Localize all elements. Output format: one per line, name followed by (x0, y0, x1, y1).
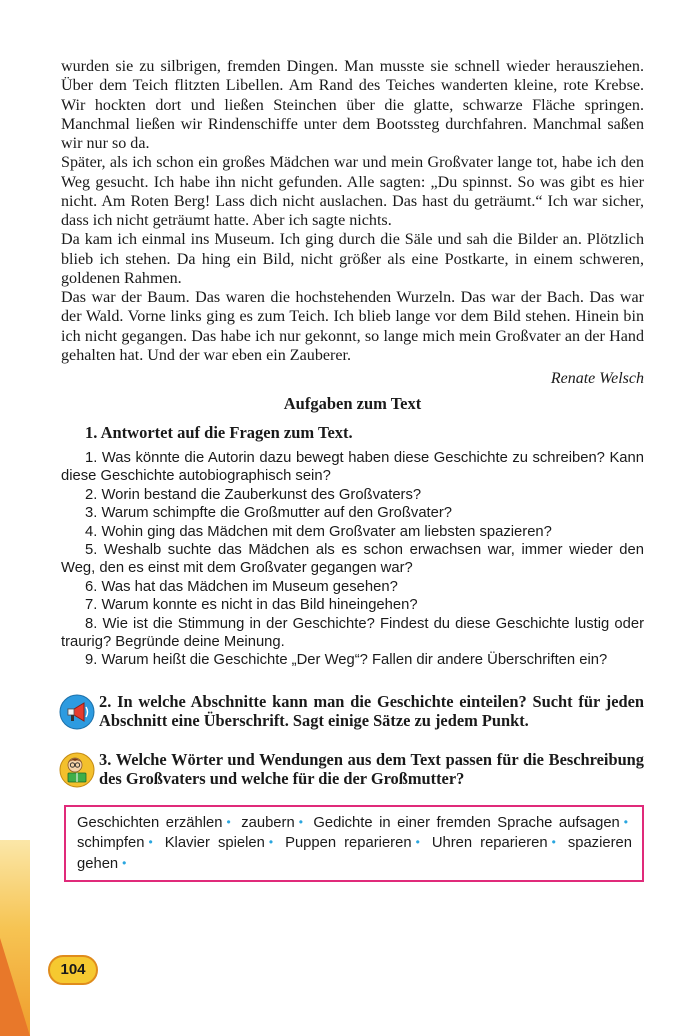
page-number: 104 (48, 955, 98, 985)
bullet-dot: • (268, 835, 274, 850)
megaphone-icon (59, 694, 95, 730)
task1-title: 1. Antwortet auf die Fragen zum Text. (85, 423, 353, 442)
story-paragraph: wurden sie zu silbrigen, fremden Dingen. Man musste sie schnell wieder herausziehen. Über dem Teich flitzten Libellen. Am Rand des Teiches wanderten kleine, rote Krebse. Wir hockten dort und ließen Steinchen über die glatte, schwarze Fläche springen. Manchmal ließen wir Rindenschiffe unter dem Bootssteg durchfahren. Manchmal saßen wir nur so da. (61, 58, 644, 152)
word-item: spazieren gehen (77, 835, 632, 872)
bullet-dot: • (148, 835, 153, 850)
question-item: 9. Warum heißt die Geschichte „Der Weg“? Fallen dir andere Überschriften ein? (85, 652, 608, 669)
word-box (64, 805, 644, 882)
story-paragraph: Später, als ich schon ein großes Mädchen war und mein Großvater lange tot, habe ich den Weg gesucht. Ich habe ihn nicht gefunden. Alle sagten: „Du spinnst. So was gibt es hier nicht. Am Roten Berg! Lass dich nicht auslachen. Das hast du geträumt.“ Ich war sicher, dass ich nicht geträumt hatte. Aber ich sagte nichts. (61, 154, 644, 229)
story-author: Renate Welsch (550, 370, 644, 387)
word-item: Geschichten erzählen (77, 814, 223, 831)
question-item: 8. Wie ist die Stimmung in der Geschichte? Findest du diese Geschichte lustig oder traurig? Begründe deine Meinung. (61, 615, 644, 651)
bullet-dot: • (623, 814, 628, 829)
question-item: 3. Warum schimpfte die Großmutter auf den Großvater? (85, 505, 453, 522)
word-item: zaubern (241, 814, 295, 831)
word-item: Gedichte in einer fremden Sprache aufsagen (313, 814, 620, 831)
task2 (61, 692, 644, 731)
page-content (61, 57, 644, 882)
bullet-dot: • (551, 835, 556, 850)
task2-text: 2. In welche Abschnitte kann man die Geschichte einteilen? Sucht für jeden Abschnitt eine Überschrift. Sagt einige Sätze zu jedem Punkt. (99, 691, 644, 731)
bullet-dot: • (415, 835, 420, 850)
question-item: 2. Worin bestand die Zauberkunst des Großvaters? (85, 486, 422, 503)
student-reading-icon (59, 752, 95, 788)
task3-text: 3. Welche Wörter und Wendungen aus dem Text passen für die Beschreibung des Großvaters und welche für die der Großmutter? (99, 749, 644, 789)
question-item: 4. Wohin ging das Mädchen mit dem Großvater am liebsten spazieren? (85, 523, 552, 540)
bullet-dot: • (122, 855, 127, 870)
task3 (61, 750, 644, 789)
word-item: Uhren reparieren (431, 835, 548, 852)
word-item: Klavier spielen (164, 835, 265, 852)
word-item: Puppen reparieren (285, 835, 412, 852)
word-item: schimpfen (77, 835, 145, 852)
question-item: 7. Warum konnte es nicht in das Bild hineingehen? (85, 597, 418, 614)
story-text (61, 57, 644, 365)
section-title: Aufgaben zum Text (283, 394, 422, 413)
question-item: 5. Weshalb suchte das Mädchen als es schon erwachsen war, immer wieder den Weg, den es einst mit dem Großvater gegangen war? (61, 542, 644, 577)
question-item: 1. Was könnte die Autorin dazu bewegt haben diese Geschichte zu schreiben? Kann diese Geschichte autobiographisch sein? (61, 450, 644, 485)
question-item: 6. Was hat das Mädchen im Museum gesehen? (85, 578, 398, 595)
question-list (61, 449, 644, 670)
story-paragraph: Da kam ich einmal ins Museum. Ich ging durch die Säle und sah die Bilder an. Plötzlich blieb ich stehen. Da hing ein Bild, nicht größer als eine Postkarte, in einem schweren, goldenen Rahmen. (61, 231, 644, 287)
story-paragraph: Das war der Baum. Das waren die hochstehenden Wurzeln. Das war der Bach. Das war der Wald. Vorne links ging es zum Teich. Ich blieb lange vor dem Bild stehen. Hinein bin ich nicht gegangen. Das habe ich nur gekonnt, so lange mich mein Großvater an der Hand gehalten hat. Und der war eben ein Zauberer. (61, 289, 644, 364)
page-edge-corner (0, 938, 30, 1036)
bullet-dot: • (298, 814, 303, 829)
bullet-dot: • (226, 814, 231, 829)
